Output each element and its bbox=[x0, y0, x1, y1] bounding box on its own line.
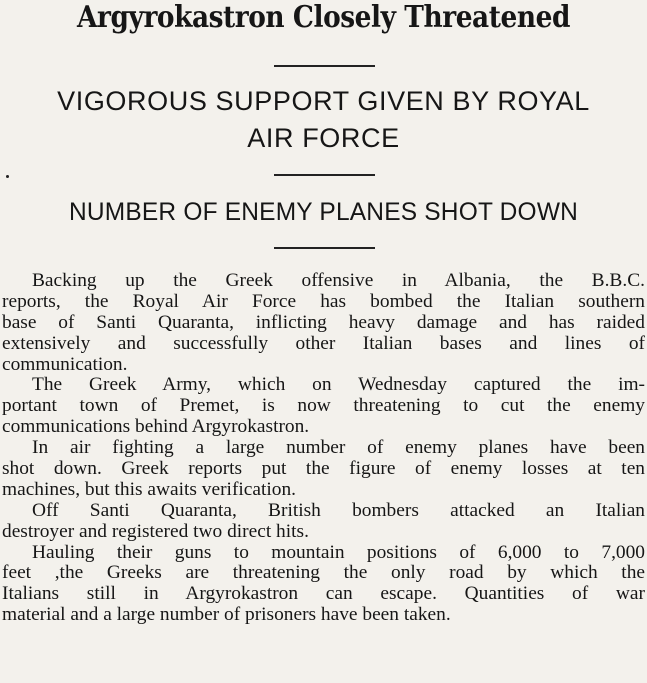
body-line: Italians still in Argyrokastron can escape. Quantities of war bbox=[2, 583, 645, 605]
divider-rule-2 bbox=[274, 174, 375, 176]
body-line: extensively and successfully other Italian bases and lines of bbox=[2, 332, 645, 354]
body-line: The Greek Army, which on Wednesday captured the im- bbox=[32, 374, 645, 396]
body-line: Hauling their guns to mountain positions of 6,000 to 7,000 bbox=[32, 541, 645, 563]
body-line: communications behind Argyrokastron. bbox=[2, 416, 310, 438]
body-line: destroyer and registered two direct hits. bbox=[2, 520, 309, 542]
body-line: reports, the Royal Air Force has bombed the Italian southern bbox=[2, 290, 645, 312]
body-line: portant town of Premet, is now threatening to cut the enemy bbox=[2, 395, 645, 417]
body-line: feet ,the Greeks are threatening the only road by which the bbox=[2, 562, 645, 584]
subheadline-line-1: VIGOROUS SUPPORT GIVEN BY ROYAL bbox=[57, 86, 590, 116]
subheadline-line-2: AIR FORCE bbox=[247, 123, 400, 153]
body-line: communication. bbox=[2, 353, 128, 375]
body-line: In air fighting a large number of enemy planes have been bbox=[32, 437, 645, 459]
divider-rule-1 bbox=[274, 65, 375, 67]
body-line: machines, but this awaits verification. bbox=[2, 478, 297, 500]
divider-rule-3 bbox=[274, 247, 375, 249]
secondary-subheadline: NUMBER OF ENEMY PLANES SHOT DOWN bbox=[68, 198, 579, 226]
body-line: material and a large number of prisoners have been taken. bbox=[2, 604, 451, 626]
article-body bbox=[2, 271, 645, 626]
ink-speck bbox=[6, 175, 9, 178]
body-line: Backing up the Greek offensive in Albania, the B.B.C. bbox=[32, 270, 645, 291]
body-line: Off Santi Quaranta, British bombers attacked an Italian bbox=[32, 499, 645, 521]
body-line: base of Santi Quaranta, inflicting heavy damage and has raided bbox=[2, 311, 645, 333]
body-line: shot down. Greek reports put the figure of enemy losses at ten bbox=[2, 458, 645, 480]
headline: Argyrokastron Closely Threatened bbox=[77, 0, 570, 35]
